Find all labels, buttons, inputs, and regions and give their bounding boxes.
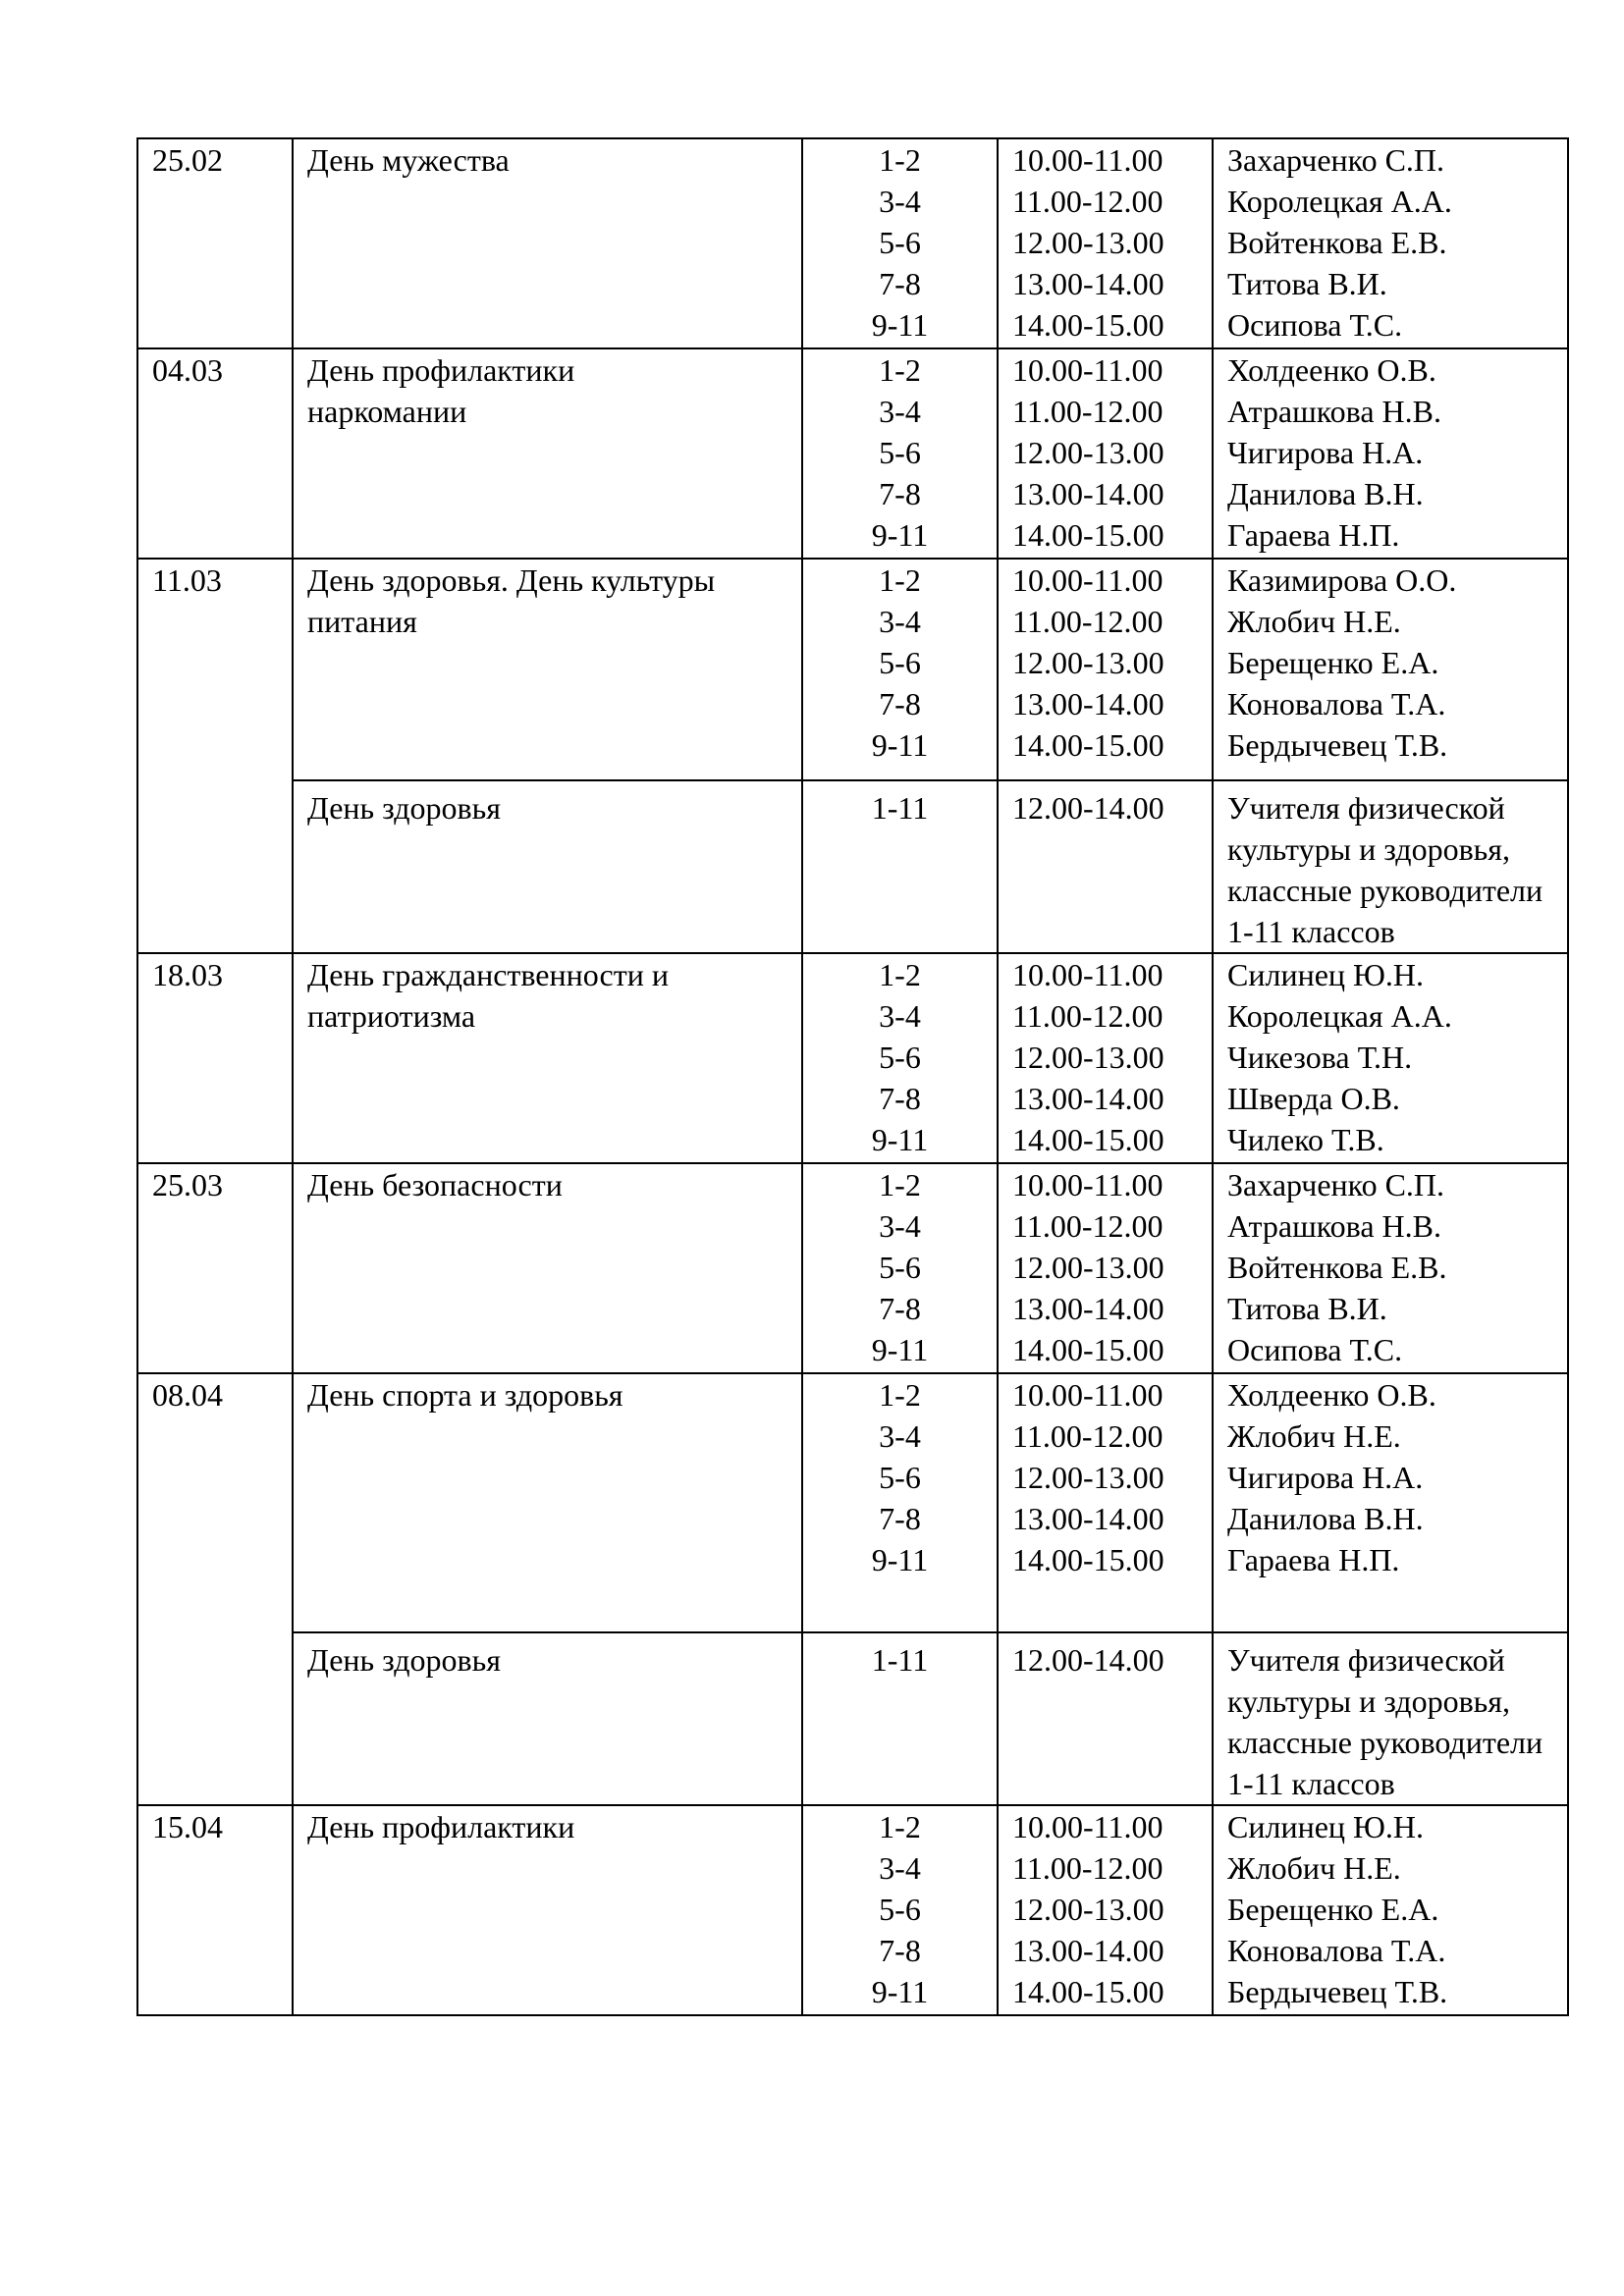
responsible-person: Силинец Ю.Н. xyxy=(1227,1809,1425,1844)
responsible-person: Гараева Н.П. xyxy=(1227,517,1400,553)
grade-range: 7-8 xyxy=(879,266,921,301)
event-name-cell xyxy=(293,1373,802,1632)
times-cell xyxy=(998,1805,1213,2015)
responsible-person: Чигирова Н.А. xyxy=(1227,1460,1424,1495)
time-slot: 13.00-14.00 xyxy=(1012,1291,1164,1326)
time-slot: 14.00-15.00 xyxy=(1012,517,1164,553)
grade-range: 5-6 xyxy=(879,1892,921,1927)
grades-cell xyxy=(802,559,998,780)
responsible-cell xyxy=(1213,953,1568,1163)
responsible-person: Титова В.И. xyxy=(1227,266,1387,301)
event-name-cell xyxy=(293,780,802,953)
responsible-group: Учителя физической культуры и здоровья, классные руководители 1-11 классов xyxy=(1227,790,1543,949)
date-cell xyxy=(137,138,293,348)
grade-range: 9-11 xyxy=(871,307,929,343)
times-cell xyxy=(998,138,1213,348)
responsible-person: Королецкая А.А. xyxy=(1227,998,1452,1034)
date-cell xyxy=(137,953,293,1163)
grade-range: 3-4 xyxy=(879,1418,921,1454)
grade-range: 9-11 xyxy=(871,1974,929,2009)
grade-range: 7-8 xyxy=(879,686,921,721)
grade-range: 1-2 xyxy=(879,1377,921,1413)
time-slot: 13.00-14.00 xyxy=(1012,1933,1164,1968)
times-cell xyxy=(998,559,1213,780)
time-slot: 12.00-14.00 xyxy=(1012,1642,1164,1678)
event-name-cell xyxy=(293,1163,802,1373)
event-date: 08.04 xyxy=(152,1377,223,1413)
table-row xyxy=(137,138,1568,348)
time-slot: 13.00-14.00 xyxy=(1012,266,1164,301)
event-name-cell xyxy=(293,138,802,348)
grade-range: 1-2 xyxy=(879,957,921,992)
responsible-cell xyxy=(1213,138,1568,348)
times-cell xyxy=(998,348,1213,559)
responsible-person: Осипова Т.С. xyxy=(1227,1332,1403,1367)
time-slot: 14.00-15.00 xyxy=(1012,307,1164,343)
table-row xyxy=(137,953,1568,1163)
responsible-person: Чикезова Т.Н. xyxy=(1227,1040,1413,1075)
grades-cell xyxy=(802,1373,998,1632)
grade-range: 3-4 xyxy=(879,1208,921,1244)
time-slot: 12.00-13.00 xyxy=(1012,1892,1164,1927)
responsible-person: Захарченко С.П. xyxy=(1227,1167,1445,1202)
grade-range: 9-11 xyxy=(871,727,929,763)
time-slot: 12.00-13.00 xyxy=(1012,1250,1164,1285)
responsible-person: Атрашкова Н.В. xyxy=(1227,394,1441,429)
times-cell xyxy=(998,780,1213,953)
time-slot: 14.00-15.00 xyxy=(1012,727,1164,763)
responsible-person: Жлобич Н.Е. xyxy=(1227,1850,1401,1886)
time-slot: 13.00-14.00 xyxy=(1012,686,1164,721)
grade-range: 1-2 xyxy=(879,1167,921,1202)
responsible-person: Силинец Ю.Н. xyxy=(1227,957,1425,992)
date-cell xyxy=(137,348,293,559)
grades-cell xyxy=(802,1805,998,2015)
grade-range: 5-6 xyxy=(879,1250,921,1285)
grade-range: 3-4 xyxy=(879,604,921,639)
responsible-cell xyxy=(1213,1632,1568,1805)
grade-range: 5-6 xyxy=(879,1460,921,1495)
date-cell xyxy=(137,1373,293,1805)
table-row xyxy=(137,559,1568,780)
grade-range: 5-6 xyxy=(879,435,921,470)
time-slot: 12.00-13.00 xyxy=(1012,225,1164,260)
time-slot: 12.00-13.00 xyxy=(1012,1040,1164,1075)
times-cell xyxy=(998,1632,1213,1805)
responsible-cell xyxy=(1213,1163,1568,1373)
responsible-person: Жлобич Н.Е. xyxy=(1227,604,1401,639)
responsible-person: Коновалова Т.А. xyxy=(1227,1933,1446,1968)
responsible-person: Атрашкова Н.В. xyxy=(1227,1208,1441,1244)
grade-range: 1-2 xyxy=(879,142,921,178)
time-slot: 10.00-11.00 xyxy=(1012,142,1164,178)
event-date: 11.03 xyxy=(152,562,222,598)
time-slot: 10.00-11.00 xyxy=(1012,957,1164,992)
event-name-line: День гражданственности и xyxy=(307,957,669,992)
grade-range: 1-2 xyxy=(879,352,921,388)
table-row xyxy=(137,1632,1568,1805)
table-row xyxy=(137,348,1568,559)
grade-range: 3-4 xyxy=(879,184,921,219)
schedule-table xyxy=(136,137,1569,2016)
event-date: 25.03 xyxy=(152,1167,223,1202)
event-date: 04.03 xyxy=(152,352,223,388)
time-slot: 11.00-12.00 xyxy=(1012,1418,1164,1454)
grades-cell xyxy=(802,1163,998,1373)
event-name-cell xyxy=(293,1805,802,2015)
grade-range: 9-11 xyxy=(871,1542,929,1577)
responsible-person: Данилова В.Н. xyxy=(1227,1501,1424,1536)
responsible-person: Чигирова Н.А. xyxy=(1227,435,1424,470)
grade-range: 1-11 xyxy=(871,1642,929,1678)
responsible-person: Войтенкова Е.В. xyxy=(1227,1250,1447,1285)
grade-range: 9-11 xyxy=(871,1122,929,1157)
time-slot: 11.00-12.00 xyxy=(1012,1208,1164,1244)
responsible-person: Шверда О.В. xyxy=(1227,1081,1400,1116)
event-name-cell xyxy=(293,348,802,559)
table-row xyxy=(137,1373,1568,1632)
grade-range: 1-2 xyxy=(879,562,921,598)
grade-range: 7-8 xyxy=(879,1933,921,1968)
grade-range: 3-4 xyxy=(879,394,921,429)
responsible-person: Казимирова О.О. xyxy=(1227,562,1457,598)
time-slot: 11.00-12.00 xyxy=(1012,1850,1164,1886)
grade-range: 9-11 xyxy=(871,517,929,553)
time-slot: 10.00-11.00 xyxy=(1012,1167,1164,1202)
event-name-cell xyxy=(293,953,802,1163)
grade-range: 5-6 xyxy=(879,225,921,260)
responsible-person: Чилеко Т.В. xyxy=(1227,1122,1384,1157)
grade-range: 7-8 xyxy=(879,1291,921,1326)
time-slot: 14.00-15.00 xyxy=(1012,1332,1164,1367)
time-slot: 13.00-14.00 xyxy=(1012,1501,1164,1536)
grades-cell xyxy=(802,953,998,1163)
table-row xyxy=(137,1163,1568,1373)
responsible-cell xyxy=(1213,348,1568,559)
time-slot: 10.00-11.00 xyxy=(1012,1809,1164,1844)
event-name-cell xyxy=(293,1632,802,1805)
grades-cell xyxy=(802,138,998,348)
event-name-line: День профилактики xyxy=(307,352,575,388)
event-date: 25.02 xyxy=(152,142,223,178)
event-name-line: День профилактики xyxy=(307,1809,575,1844)
event-name-line: День здоровья xyxy=(307,1642,501,1678)
grade-range: 3-4 xyxy=(879,1850,921,1886)
event-name-line: наркомании xyxy=(307,394,467,429)
table-row xyxy=(137,1805,1568,2015)
responsible-person: Берещенко Е.А. xyxy=(1227,1892,1439,1927)
time-slot: 13.00-14.00 xyxy=(1012,1081,1164,1116)
grade-range: 1-11 xyxy=(871,790,929,826)
grade-range: 5-6 xyxy=(879,645,921,680)
responsible-cell xyxy=(1213,780,1568,953)
responsible-person: Бердычевец Т.В. xyxy=(1227,1974,1448,2009)
grade-range: 9-11 xyxy=(871,1332,929,1367)
responsible-person: Войтенкова Е.В. xyxy=(1227,225,1447,260)
responsible-person: Захарченко С.П. xyxy=(1227,142,1445,178)
responsible-group: Учителя физической культуры и здоровья, классные руководители 1-11 классов xyxy=(1227,1642,1543,1801)
event-name-cell xyxy=(293,559,802,780)
responsible-cell xyxy=(1213,1373,1568,1632)
schedule-body xyxy=(137,138,1568,2015)
table-row xyxy=(137,780,1568,953)
time-slot: 12.00-14.00 xyxy=(1012,790,1164,826)
responsible-person: Холдеенко О.В. xyxy=(1227,352,1436,388)
responsible-person: Осипова Т.С. xyxy=(1227,307,1403,343)
responsible-cell xyxy=(1213,559,1568,780)
responsible-person: Титова В.И. xyxy=(1227,1291,1387,1326)
responsible-person: Бердычевец Т.В. xyxy=(1227,727,1448,763)
responsible-cell xyxy=(1213,1805,1568,2015)
event-name-line: День мужества xyxy=(307,142,510,178)
grades-cell xyxy=(802,1632,998,1805)
event-name-line: День здоровья xyxy=(307,790,501,826)
time-slot: 11.00-12.00 xyxy=(1012,604,1164,639)
event-date: 15.04 xyxy=(152,1809,223,1844)
event-name-line: День здоровья. День культуры xyxy=(307,562,716,598)
event-name-line: День безопасности xyxy=(307,1167,563,1202)
responsible-person: Королецкая А.А. xyxy=(1227,184,1452,219)
times-cell xyxy=(998,953,1213,1163)
times-cell xyxy=(998,1373,1213,1632)
responsible-person: Коновалова Т.А. xyxy=(1227,686,1446,721)
event-date: 18.03 xyxy=(152,957,223,992)
grades-cell xyxy=(802,348,998,559)
responsible-person: Жлобич Н.Е. xyxy=(1227,1418,1401,1454)
responsible-person: Данилова В.Н. xyxy=(1227,476,1424,511)
time-slot: 11.00-12.00 xyxy=(1012,998,1164,1034)
time-slot: 12.00-13.00 xyxy=(1012,1460,1164,1495)
time-slot: 12.00-13.00 xyxy=(1012,435,1164,470)
date-cell xyxy=(137,559,293,953)
date-cell xyxy=(137,1805,293,2015)
event-name-line: питания xyxy=(307,604,417,639)
time-slot: 13.00-14.00 xyxy=(1012,476,1164,511)
responsible-person: Гараева Н.П. xyxy=(1227,1542,1400,1577)
time-slot: 11.00-12.00 xyxy=(1012,394,1164,429)
grade-range: 3-4 xyxy=(879,998,921,1034)
times-cell xyxy=(998,1163,1213,1373)
time-slot: 11.00-12.00 xyxy=(1012,184,1164,219)
event-name-line: День спорта и здоровья xyxy=(307,1377,623,1413)
grade-range: 7-8 xyxy=(879,1501,921,1536)
grades-cell xyxy=(802,780,998,953)
event-name-line: патриотизма xyxy=(307,998,476,1034)
grade-range: 7-8 xyxy=(879,476,921,511)
responsible-person: Берещенко Е.А. xyxy=(1227,645,1439,680)
time-slot: 10.00-11.00 xyxy=(1012,1377,1164,1413)
time-slot: 10.00-11.00 xyxy=(1012,352,1164,388)
responsible-person: Холдеенко О.В. xyxy=(1227,1377,1436,1413)
time-slot: 14.00-15.00 xyxy=(1012,1974,1164,2009)
time-slot: 14.00-15.00 xyxy=(1012,1122,1164,1157)
grade-range: 5-6 xyxy=(879,1040,921,1075)
time-slot: 12.00-13.00 xyxy=(1012,645,1164,680)
grade-range: 7-8 xyxy=(879,1081,921,1116)
date-cell xyxy=(137,1163,293,1373)
time-slot: 10.00-11.00 xyxy=(1012,562,1164,598)
time-slot: 14.00-15.00 xyxy=(1012,1542,1164,1577)
grade-range: 1-2 xyxy=(879,1809,921,1844)
